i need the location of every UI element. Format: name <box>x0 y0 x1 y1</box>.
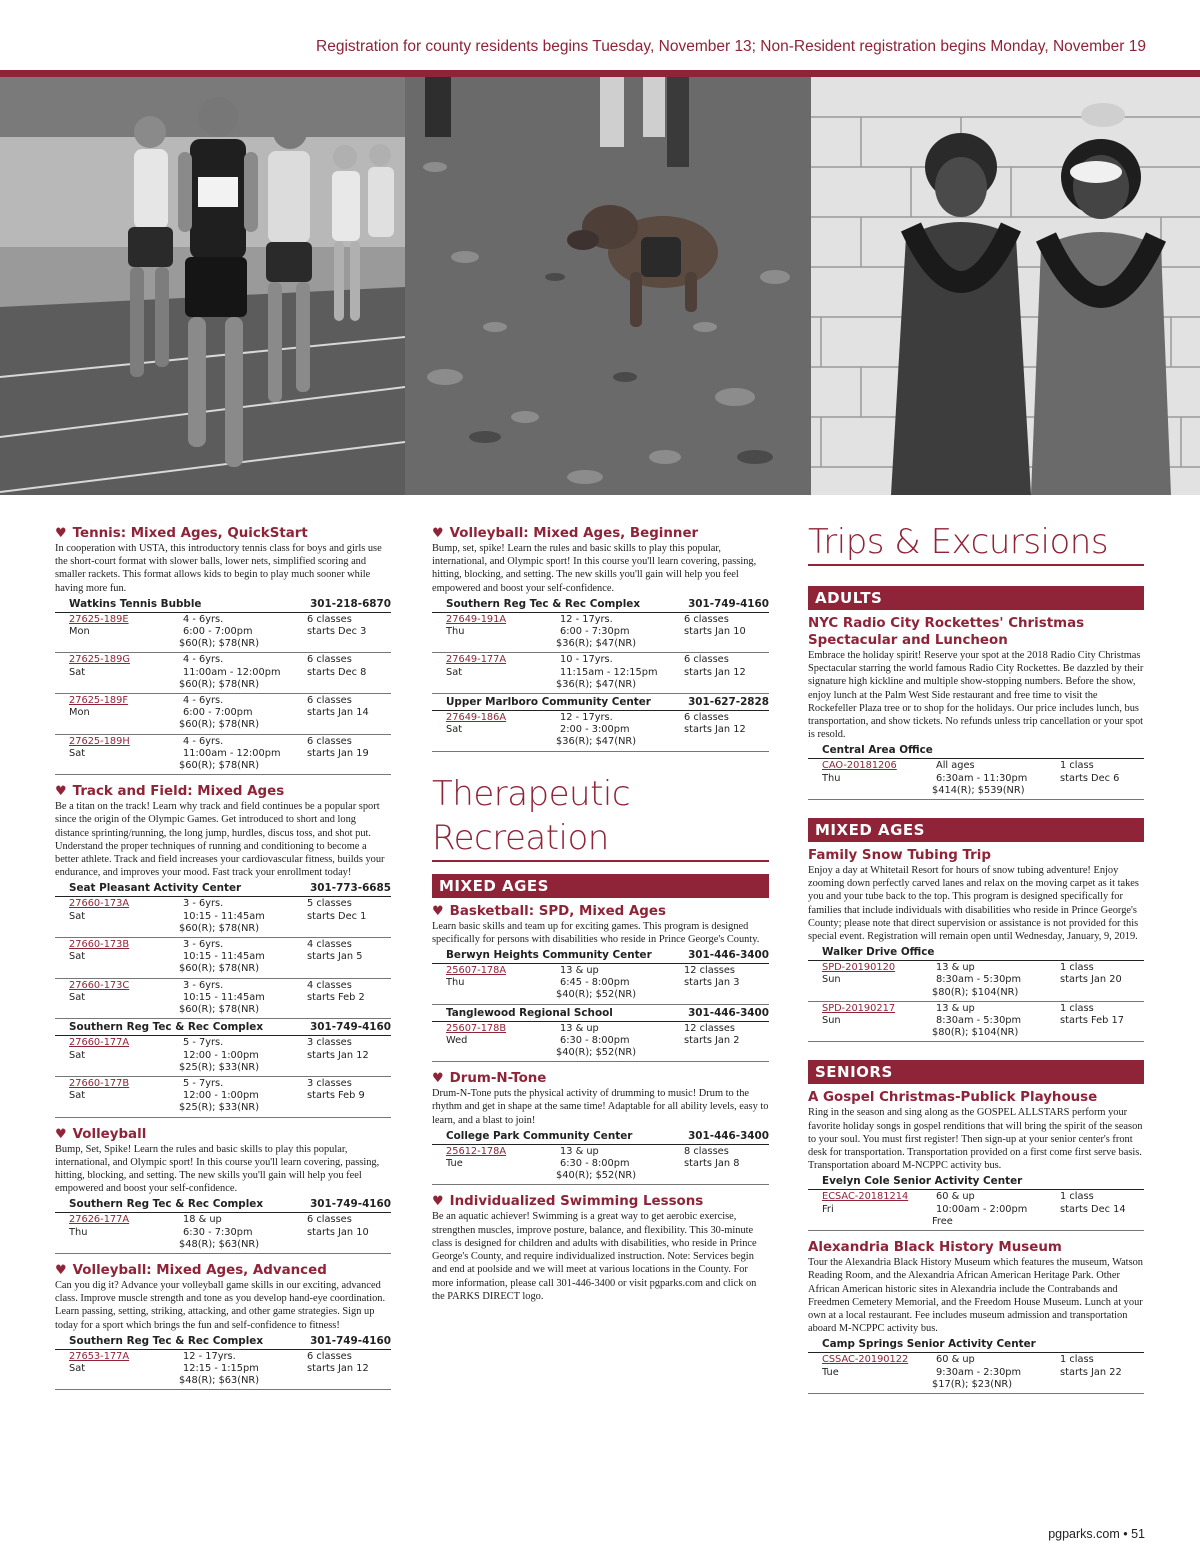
class-time: 6:30 - 7:30pm <box>183 1226 253 1238</box>
class-day: Sat <box>69 1362 86 1374</box>
class-day: Sun <box>822 974 841 986</box>
class-ages: 10 - 17yrs. <box>560 654 613 666</box>
class-list <box>808 1353 1144 1394</box>
class-start: starts Jan 12 <box>307 1049 369 1061</box>
program-title: ♥ Drum-N-Tone <box>432 1071 547 1087</box>
registration-banner: Registration for county residents begins Tuesday, November 13; Non-Resident registration begins Monday, November 19 <box>316 38 1146 55</box>
location-row: Upper Marlboro Community Center 301-627-2828 <box>432 695 769 711</box>
class-time: 6:45 - 8:00pm <box>560 977 630 989</box>
class-count: 6 classes <box>307 1350 352 1362</box>
location-row: Seat Pleasant Activity Center 301-773-6685 <box>55 881 391 897</box>
class-start: starts Jan 10 <box>307 1226 369 1238</box>
class-start: starts Dec 3 <box>307 626 367 638</box>
location-row: Central Area Office <box>808 743 1144 759</box>
header-rule <box>0 70 1200 77</box>
class-code-link[interactable]: ECSAC-20181214 <box>822 1191 909 1203</box>
class-ages: 4 - 6yrs. <box>183 654 224 666</box>
class-row <box>55 1213 391 1254</box>
heart-icon: ♥ <box>55 1126 67 1142</box>
location-row: Walker Drive Office <box>808 945 1144 961</box>
program-description: Drum-N-Tone puts the physical activity of drumming to music! Drum to the rhythm and get in shape at the same time! Adaptable for all ability levels, easy to learn, and a blast to join! <box>432 1088 769 1126</box>
class-ages: 13 & up <box>560 1022 599 1034</box>
class-row <box>432 653 769 694</box>
class-time: 2:00 - 3:00pm <box>560 724 630 736</box>
class-list <box>808 1190 1144 1231</box>
class-start: starts Jan 22 <box>1060 1366 1122 1378</box>
class-ages: 5 - 7yrs. <box>183 1077 224 1089</box>
class-ages: 12 - 17yrs. <box>560 613 613 625</box>
section-rule <box>808 564 1144 566</box>
location-row: College Park Community Center 301-446-3400 <box>432 1129 769 1145</box>
class-row <box>808 1190 1144 1231</box>
class-price: $36(R); $47(NR) <box>556 736 637 748</box>
class-row <box>55 694 391 735</box>
class-count: 6 classes <box>307 735 352 747</box>
class-price: $60(R); $78(NR) <box>179 1004 260 1016</box>
class-price: $414(R); $539(NR) <box>932 784 1025 796</box>
program-description: Tour the Alexandria Black History Museum which features the museum, Watson Reading Room, and the Alexandria African American Heritage Park. Other African American historic sites in Alexandria include the Contrabands and Freedmen Cemetery Memorial, and the Freedom House Museum. Lunch at your own at a local restaurant. Fee includes museum admission and transportation aboard M-NCPPC activity bus. <box>808 1257 1143 1335</box>
class-price: $48(R); $63(NR) <box>179 1238 260 1250</box>
program-description: Bump, set, spike! Learn the rules and basic skills to play this popular, international, and Olympic sport! In this course you'll learn covering, passing, hitting, blocking, and setting. The new skills you'll gain will help you feel empowered and boost your self-confidence. <box>432 543 757 594</box>
class-row <box>432 613 769 654</box>
heart-icon: ♥ <box>55 1262 67 1278</box>
class-start: starts Jan 2 <box>684 1034 740 1046</box>
runners-photo <box>0 77 405 495</box>
heart-icon: ♥ <box>432 1071 444 1087</box>
program-title: ♥ Volleyball <box>55 1126 147 1142</box>
program-description: Embrace the holiday spirit! Reserve your spot at the 2018 Radio City Christmas Spectacular starring the world famous Radio City Rockettes. Be dazzled by their signature high kickline and multiple show-stopping numbers. Before the show, enjoy lunch at the Palm West Side restaurant and free time to visit the Rockefeller Plaza tree or to shop for the holidays. Our price includes lunch, bus transportation, and show tickets. No refunds unless trip cancellation or your spot is resold. <box>808 650 1144 741</box>
therapeutic-heading <box>432 772 769 862</box>
class-time: 12:00 - 1:00pm <box>183 1090 259 1102</box>
class-ages: 13 & up <box>560 965 599 977</box>
class-start: starts Jan 12 <box>684 724 746 736</box>
class-count: 6 classes <box>307 695 352 707</box>
class-time: 6:00 - 7:00pm <box>183 707 253 719</box>
class-day: Wed <box>446 1034 468 1046</box>
class-list <box>432 1145 769 1186</box>
class-price: $25(R); $33(NR) <box>179 1061 260 1073</box>
class-price: $40(R); $52(NR) <box>556 989 637 1001</box>
class-row <box>808 1002 1144 1043</box>
class-day: Thu <box>446 977 465 989</box>
class-code-link[interactable]: 27660-173C <box>69 979 130 991</box>
class-time: 9:30am - 2:30pm <box>936 1366 1022 1378</box>
class-day: Sun <box>822 1015 841 1027</box>
class-time: 10:00am - 2:00pm <box>936 1203 1028 1215</box>
class-count: 3 classes <box>307 1077 352 1089</box>
section-title: Therapeutic <box>432 773 631 814</box>
class-list <box>55 613 391 775</box>
column-middle <box>432 520 769 1305</box>
class-start: starts Feb 9 <box>307 1090 365 1102</box>
class-ages: All ages <box>936 760 975 772</box>
class-code-link[interactable]: 27660-173B <box>69 939 130 951</box>
class-price: Free <box>932 1215 953 1227</box>
section-band: MIXED AGES <box>432 874 769 898</box>
class-code-link[interactable]: CAO-20181206 <box>822 760 897 772</box>
location-row: Camp Springs Senior Activity Center <box>808 1337 1144 1353</box>
class-count: 12 classes <box>684 965 736 977</box>
class-price: $60(R); $78(NR) <box>179 638 260 650</box>
class-ages: 4 - 6yrs. <box>183 613 224 625</box>
class-day: Tue <box>446 1158 463 1170</box>
class-day: Mon <box>69 626 90 638</box>
class-code-link[interactable]: 25607-178B <box>446 1022 507 1034</box>
page-footer: pgparks.com • 51 <box>1048 1527 1145 1541</box>
class-start: starts Jan 12 <box>684 666 746 678</box>
heart-icon: ♥ <box>432 903 444 919</box>
class-price: $60(R); $78(NR) <box>179 760 260 772</box>
class-price: $40(R); $52(NR) <box>556 1047 637 1059</box>
class-day: Sat <box>69 1090 86 1102</box>
class-start: starts Jan 14 <box>307 707 369 719</box>
class-day: Sat <box>69 991 86 1003</box>
program-description: Ring in the season and sing along as the GOSPEL ALLSTARS perform your favorite holiday songs in gospel renditions that will bring the spirit of the season to your soul. You must first register! Then sign-up at your senior center's front desk for transportation. Transportation provided on a first come first serve basis. Transportation aboard M-NCPPC activity bus. <box>808 1107 1143 1172</box>
location-row: Southern Reg Tec & Rec Complex 301-749-4160 <box>432 597 769 613</box>
class-list <box>808 759 1144 800</box>
class-ages: 13 & up <box>936 962 975 974</box>
class-start: starts Feb 2 <box>307 991 365 1003</box>
class-start: starts Jan 19 <box>307 747 369 759</box>
class-price: $60(R); $78(NR) <box>179 678 260 690</box>
class-day: Sat <box>446 666 463 678</box>
class-ages: 60 & up <box>936 1354 975 1366</box>
class-start: starts Jan 8 <box>684 1158 740 1170</box>
program-description: In cooperation with USTA, this introductory tennis class for boys and girls use the short-court format with slower balls, lower nets, simplified scoring and smaller rackets. This format allows kids to begin to play much sooner while having more fun. <box>55 543 382 594</box>
class-ages: 60 & up <box>936 1191 975 1203</box>
class-row <box>432 1022 769 1063</box>
class-time: 12:15 - 1:15pm <box>183 1362 259 1374</box>
class-list <box>432 1022 769 1063</box>
program-description: Bump, Set, Spike! Learn the rules and basic skills to play this popular, international, and Olympic sport! In this course you'll learn covering, passing, hitting, blocking, and setting. The new skills you'll gain will help you feel empowered and boost your self-confidence. <box>55 1143 380 1195</box>
class-time: 11:00am - 12:00pm <box>183 666 281 678</box>
class-code-link[interactable]: 25612-178A <box>446 1145 507 1157</box>
girls-photo <box>811 77 1200 495</box>
class-code-link[interactable]: 27625-189E <box>69 613 129 625</box>
class-count: 4 classes <box>307 939 352 951</box>
class-price: $17(R); $23(NR) <box>932 1378 1013 1390</box>
class-count: 6 classes <box>307 613 352 625</box>
class-list <box>55 1036 391 1117</box>
location-row: Southern Reg Tec & Rec Complex 301-749-4160 <box>55 1197 391 1213</box>
class-start: starts Jan 10 <box>684 626 746 638</box>
class-count: 1 class <box>1060 1191 1094 1203</box>
program-description: Enjoy a day at Whitetail Resort for hours of snow tubing adventure! Enjoy zooming down perfectly carved lanes and relax on the moving carpet as it takes you and your tube back to the top. This program is designed specifically for families that include individuals with disabilities who reside in Prince George's County; please note that direct supervision or assistance is not provided for this special event. Registration will remain open until Wednesday, January, 9, 2019. <box>808 865 1139 943</box>
class-list <box>432 964 769 1005</box>
heart-icon: ♥ <box>432 1194 444 1210</box>
class-price: $60(R); $78(NR) <box>179 719 260 731</box>
program-title: ♥ Individualized Swimming Lessons <box>432 1194 704 1210</box>
class-ages: 4 - 6yrs. <box>183 695 224 707</box>
class-price: $25(R); $33(NR) <box>179 1102 260 1114</box>
class-time: 6:30 - 8:00pm <box>560 1034 630 1046</box>
section-band: MIXED AGES <box>808 818 1144 842</box>
class-price: $36(R); $47(NR) <box>556 638 637 650</box>
class-row <box>55 1036 391 1077</box>
class-count: 6 classes <box>684 613 729 625</box>
class-ages: 12 - 17yrs. <box>183 1350 236 1362</box>
class-time: 10:15 - 11:45am <box>183 951 265 963</box>
class-time: 6:00 - 7:00pm <box>183 626 253 638</box>
class-count: 6 classes <box>307 1214 352 1226</box>
class-start: starts Dec 14 <box>1060 1203 1126 1215</box>
class-code-link[interactable]: 27660-177B <box>69 1077 130 1089</box>
program-title: ♥ Track and Field: Mixed Ages <box>55 784 285 800</box>
class-time: 6:30 - 8:00pm <box>560 1158 630 1170</box>
class-list <box>432 613 769 694</box>
class-time: 10:15 - 11:45am <box>183 991 265 1003</box>
program-title: ♥ Volleyball: Mixed Ages, Beginner <box>432 526 699 541</box>
class-ages: 3 - 6yrs. <box>183 939 224 951</box>
class-count: 5 classes <box>307 898 352 910</box>
class-row <box>55 938 391 979</box>
class-code-link[interactable]: 25607-178A <box>446 965 507 977</box>
class-code-link[interactable]: CSSAC-20190122 <box>822 1354 909 1366</box>
heart-icon: ♥ <box>432 526 444 541</box>
class-code-link[interactable]: 27625-189F <box>69 695 129 707</box>
class-list <box>432 711 769 752</box>
class-row <box>432 711 769 752</box>
class-ages: 13 & up <box>560 1145 599 1157</box>
class-list <box>55 1213 391 1254</box>
class-count: 1 class <box>1060 1002 1094 1014</box>
class-price: $48(R); $63(NR) <box>179 1375 260 1387</box>
class-price: $40(R); $52(NR) <box>556 1170 637 1182</box>
program-title: Family Snow Tubing Trip <box>808 848 991 864</box>
class-code-link[interactable]: 27626-177A <box>69 1214 130 1226</box>
class-ages: 4 - 6yrs. <box>183 735 224 747</box>
class-code-link[interactable]: SPD-20190217 <box>822 1002 896 1014</box>
class-start: starts Jan 12 <box>307 1362 369 1374</box>
class-time: 6:30am - 11:30pm <box>936 772 1028 784</box>
class-start: starts Dec 8 <box>307 666 367 678</box>
program-description: Can you dig it? Advance your volleyball game skills in our exciting, advanced class. Improve muscle strength and tone as you develop hand-eye coordination. Learn passing, setting, striking, attacking, and other game strategies. Sign up today for a sport which brings the fun and self-confidence to fitness! <box>55 1279 386 1331</box>
class-day: Sat <box>446 724 463 736</box>
class-row <box>55 1350 391 1391</box>
class-day: Sat <box>69 747 86 759</box>
class-day: Sat <box>69 951 86 963</box>
class-count: 6 classes <box>307 654 352 666</box>
class-row <box>55 613 391 654</box>
class-row <box>808 961 1144 1002</box>
class-day: Sat <box>69 1049 86 1061</box>
heart-icon: ♥ <box>55 526 67 541</box>
class-day: Sat <box>69 666 86 678</box>
section-band: ADULTS <box>808 586 1144 610</box>
class-time: 12:00 - 1:00pm <box>183 1049 259 1061</box>
class-code-link[interactable]: 27649-186A <box>446 712 507 724</box>
class-count: 3 classes <box>307 1037 352 1049</box>
section-band: SENIORS <box>808 1060 1144 1084</box>
class-code-link[interactable]: 27660-173A <box>69 898 130 910</box>
location-row: Southern Reg Tec & Rec Complex 301-749-4160 <box>55 1020 391 1036</box>
location-row: Tanglewood Regional School 301-446-3400 <box>432 1006 769 1022</box>
class-day: Mon <box>69 707 90 719</box>
column-right <box>808 520 1144 1394</box>
class-code-link[interactable]: 27653-177A <box>69 1350 130 1362</box>
class-count: 8 classes <box>684 1145 729 1157</box>
program-title: ♥ Tennis: Mixed Ages, QuickStart <box>55 526 308 541</box>
class-list <box>808 961 1144 1042</box>
class-row <box>55 979 391 1020</box>
photo-strip <box>0 77 1200 495</box>
class-day: Thu <box>69 1226 88 1238</box>
class-row <box>432 1145 769 1186</box>
class-start: starts Jan 20 <box>1060 974 1122 986</box>
class-time: 11:00am - 12:00pm <box>183 747 281 759</box>
program-title: A Gospel Christmas-Publick Playhouse <box>808 1090 1098 1106</box>
class-start: starts Jan 3 <box>684 977 740 989</box>
class-time: 8:30am - 5:30pm <box>936 974 1022 986</box>
class-code-link[interactable]: SPD-20190120 <box>822 962 896 974</box>
program-title: Alexandria Black History Museum <box>808 1240 1062 1256</box>
class-row <box>55 735 391 776</box>
class-count: 4 classes <box>307 979 352 991</box>
class-row <box>808 759 1144 800</box>
location-row: Southern Reg Tec & Rec Complex 301-749-4160 <box>55 1334 391 1350</box>
section-title: Recreation <box>432 817 609 858</box>
class-code-link[interactable]: 27649-191A <box>446 613 507 625</box>
class-start: starts Jan 5 <box>307 951 363 963</box>
class-day: Tue <box>822 1366 839 1378</box>
class-time: 11:15am - 12:15pm <box>560 666 658 678</box>
class-time: 10:15 - 11:45am <box>183 910 265 922</box>
class-row <box>55 897 391 938</box>
section-rule <box>432 860 769 862</box>
class-ages: 13 & up <box>936 1002 975 1014</box>
class-code-link[interactable]: 27660-177A <box>69 1037 130 1049</box>
class-time: 6:00 - 7:30pm <box>560 626 630 638</box>
class-row <box>55 653 391 694</box>
class-start: starts Feb 17 <box>1060 1015 1124 1027</box>
class-count: 1 class <box>1060 760 1094 772</box>
class-price: $60(R); $78(NR) <box>179 922 260 934</box>
class-ages: 5 - 7yrs. <box>183 1037 224 1049</box>
class-row <box>432 964 769 1005</box>
class-price: $80(R); $104(NR) <box>932 1027 1019 1039</box>
class-start: starts Dec 1 <box>307 910 367 922</box>
class-price: $36(R); $47(NR) <box>556 678 637 690</box>
class-price: $80(R); $104(NR) <box>932 986 1019 998</box>
class-list <box>55 897 391 1019</box>
class-ages: 3 - 6yrs. <box>183 979 224 991</box>
class-row <box>808 1353 1144 1394</box>
program-description: Be an aquatic achiever! Swimming is a great way to get aerobic exercise, strengthen muscles, improve posture, balance, and flexibility. This 30-minute class is designed for children and adults with disabilities, who reside in Prince George's County, and require individualized instruction. Note: Services begin and end at poolside and we will meet at various locations in the County. For more information, please call 301-446-3400 or visit pgparks.com and click on the PARKS DIRECT logo. <box>432 1211 757 1302</box>
program-title: ♥ Basketball: SPD, Mixed Ages <box>432 903 666 919</box>
section-title: Trips & Excursions <box>808 522 1109 562</box>
class-count: 1 class <box>1060 1354 1094 1366</box>
class-ages: 3 - 6yrs. <box>183 898 224 910</box>
column-left <box>55 520 391 1390</box>
location-row: Berwyn Heights Community Center 301-446-3400 <box>432 948 769 964</box>
class-code-link[interactable]: 27625-189H <box>69 735 130 747</box>
class-time: 8:30am - 5:30pm <box>936 1015 1022 1027</box>
program-description: Learn basic skills and team up for exciting games. This program is designed specifically for persons with disabilities who reside in Prince George's County. <box>432 920 760 945</box>
class-count: 6 classes <box>684 712 729 724</box>
program-title: ♥ Volleyball: Mixed Ages, Advanced <box>55 1262 327 1278</box>
location-row: Evelyn Cole Senior Activity Center <box>808 1174 1144 1190</box>
program-description: Be a titan on the track! Learn why track and field continues be a popular sport since the origin of the Olympic Games. Get introduced to short and long distance sprinting/running, the long jump, hurdles, discus toss, and shot put. Understand the proper techniques of running and conditioning to become a better athlete. Track and field increases your cardiovascular fitness, builds your endurance, and improves your mood. Fast track your enrollment today! <box>55 801 385 879</box>
class-day: Thu <box>446 626 465 638</box>
location-row: Watkins Tennis Bubble 301-218-6870 <box>55 597 391 613</box>
class-list <box>55 1350 391 1391</box>
dog-photo <box>405 77 811 495</box>
class-count: 6 classes <box>684 654 729 666</box>
class-row <box>55 1077 391 1118</box>
class-code-link[interactable]: 27649-177A <box>446 654 507 666</box>
class-ages: 18 & up <box>183 1214 222 1226</box>
class-day: Fri <box>822 1203 834 1215</box>
class-code-link[interactable]: 27625-189G <box>69 654 130 666</box>
class-count: 12 classes <box>684 1022 736 1034</box>
class-ages: 12 - 17yrs. <box>560 712 613 724</box>
class-price: $60(R); $78(NR) <box>179 963 260 975</box>
heart-icon: ♥ <box>55 784 67 800</box>
class-start: starts Dec 6 <box>1060 772 1120 784</box>
class-count: 1 class <box>1060 962 1094 974</box>
class-day: Thu <box>822 772 841 784</box>
class-day: Sat <box>69 910 86 922</box>
program-title: NYC Radio City Rockettes' Christmas Spectacular and Luncheon <box>808 616 1085 648</box>
